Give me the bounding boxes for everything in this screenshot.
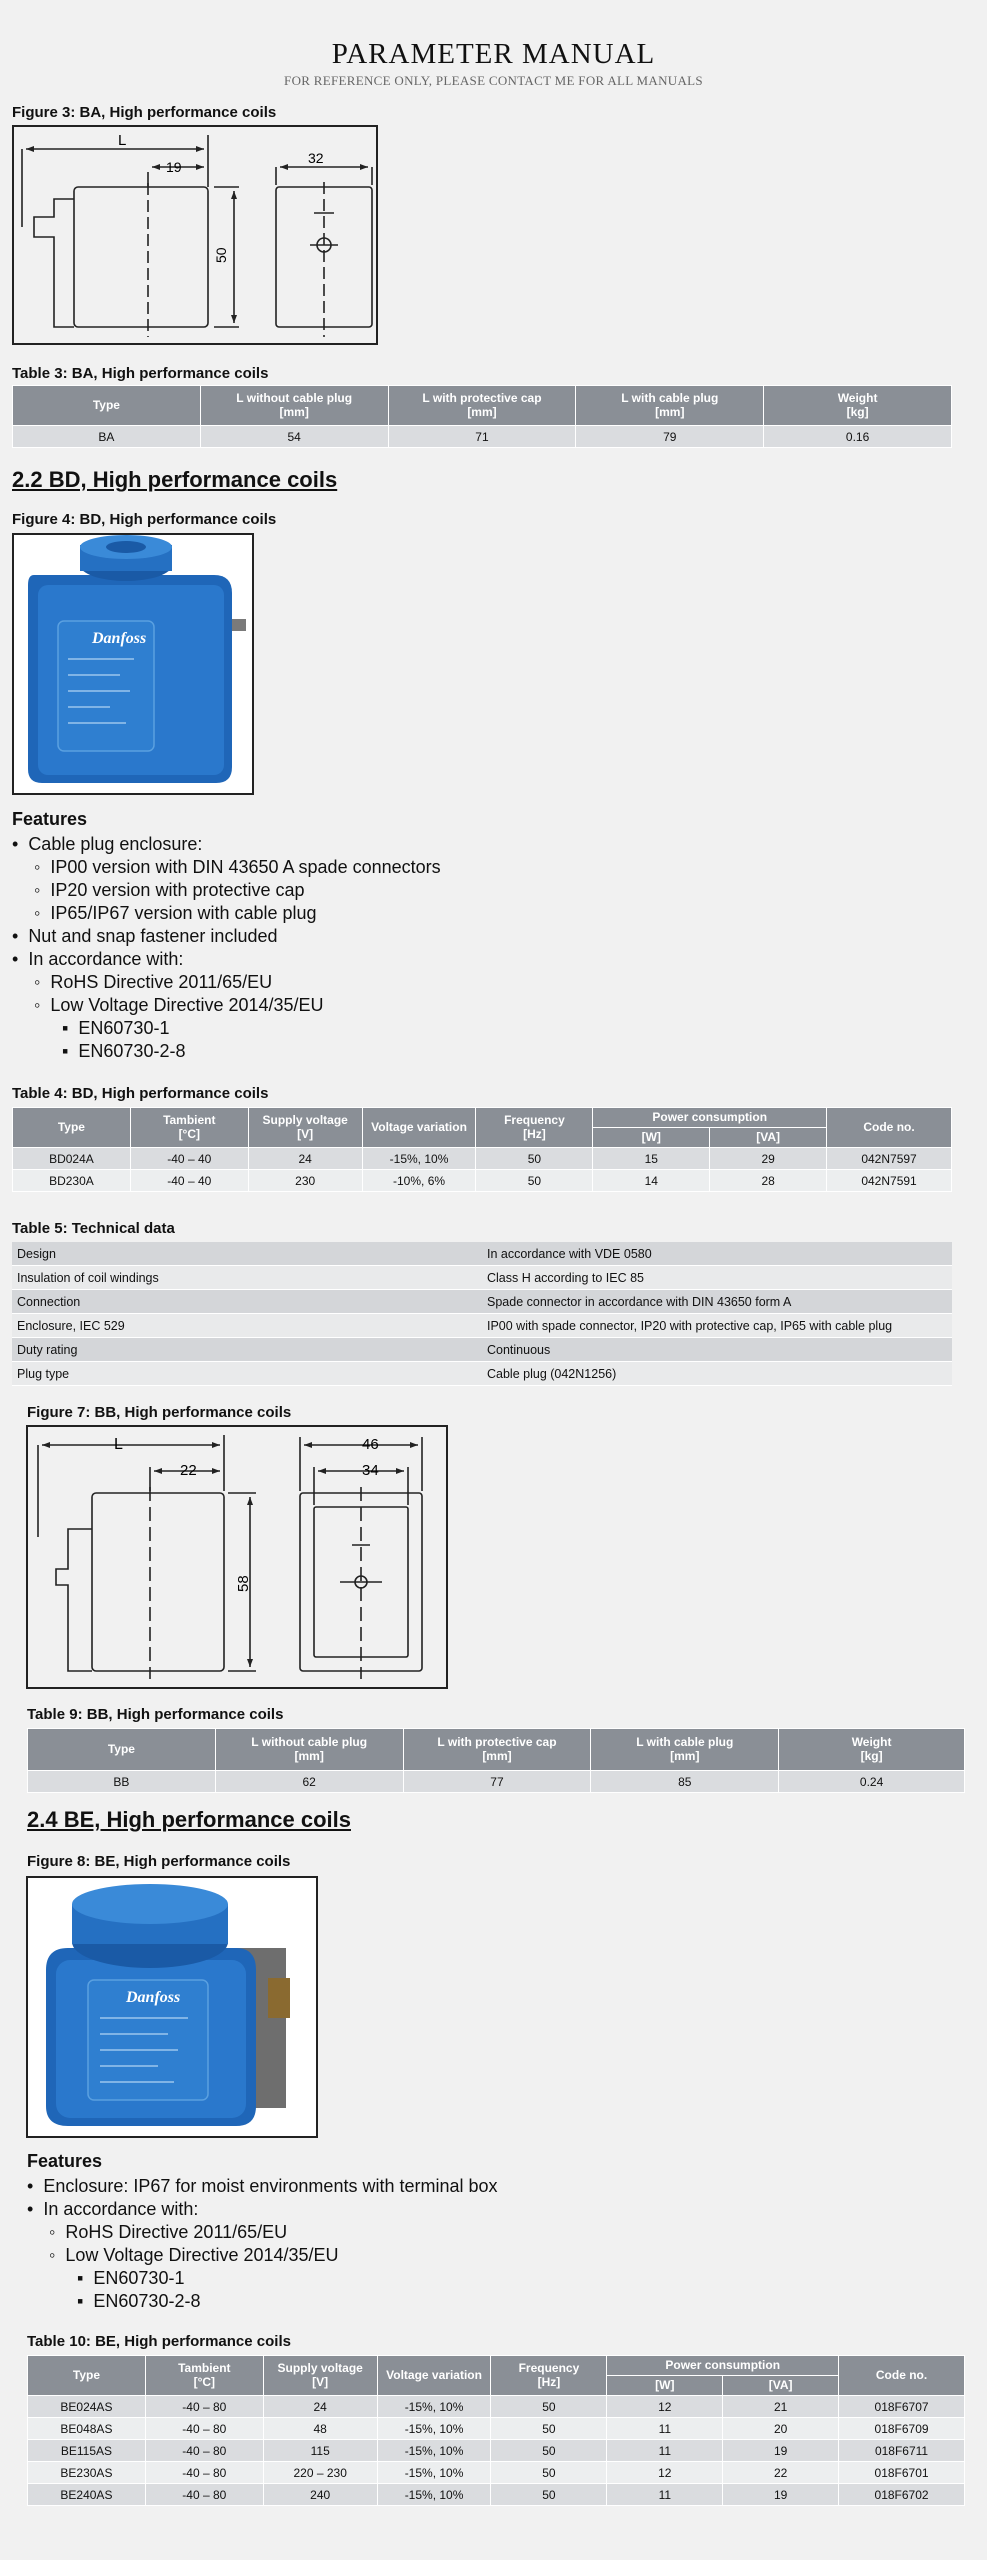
table-cell: 12 (607, 2396, 723, 2418)
list-item: • In accordance with: (12, 949, 184, 969)
list-item: • Nut and snap fastener included (12, 926, 278, 946)
table-cell: 115 (263, 2440, 377, 2462)
table-subheader-cell: [W] (607, 2376, 723, 2396)
table-header-cell: Voltage variation (362, 1108, 476, 1148)
table-cell: 0.24 (779, 1771, 965, 1793)
table-row (28, 2462, 965, 2484)
table-4-caption: Table 4: BD, High performance coils (12, 1085, 269, 1102)
table-header-cell: Type (13, 1108, 131, 1148)
table-header-cell: L with cable plug [mm] (576, 386, 764, 426)
table-cell: 20 (723, 2418, 839, 2440)
table-cell: 240 (263, 2484, 377, 2506)
table-cell: BD230A (13, 1170, 131, 1192)
list-item: ◦ Low Voltage Directive 2014/35/EU (34, 995, 324, 1015)
table-row (12, 1242, 952, 1266)
dim-label-l: L (118, 132, 127, 149)
table-cell: -10%, 6% (362, 1170, 476, 1192)
be-coil-photo (28, 1878, 316, 2136)
table-row (28, 2396, 965, 2418)
table-cell: 018F6701 (839, 2462, 965, 2484)
table-cell: Spade connector in accordance with DIN 43650 form A (482, 1290, 952, 1314)
table-cell: 14 (593, 1170, 710, 1192)
table-row (28, 2440, 965, 2462)
table-3 (12, 385, 952, 448)
table-cell: In accordance with VDE 0580 (482, 1242, 952, 1266)
table-row (13, 426, 952, 448)
table-cell: 042N7597 (827, 1148, 952, 1170)
table-cell: IP00 with spade connector, IP20 with protective cap, IP65 with cable plug (482, 1314, 952, 1338)
list-item: ▪ EN60730-2-8 (77, 2291, 201, 2311)
table-header-cell: L without cable plug [mm] (200, 386, 388, 426)
table-cell: -40 – 80 (145, 2440, 263, 2462)
table-header-cell: Code no. (827, 1108, 952, 1148)
table-cell: 230 (248, 1170, 362, 1192)
table-header-cell: Voltage variation (377, 2356, 491, 2396)
figure-4-caption: Figure 4: BD, High performance coils (12, 511, 277, 528)
table-cell: BE240AS (28, 2484, 146, 2506)
table-row (13, 1170, 952, 1192)
list-item: ◦ IP65/IP67 version with cable plug (34, 903, 317, 923)
figure-7-drawing (26, 1425, 448, 1689)
table-header-cell: Weight [kg] (779, 1729, 965, 1771)
features-heading: Features (12, 809, 88, 829)
figure-3-drawing (12, 125, 378, 345)
table-cell: Duty rating (12, 1338, 482, 1362)
table-row (28, 2484, 965, 2506)
bb-coil-drawing (28, 1427, 446, 1687)
list-item: • In accordance with: (27, 2199, 199, 2219)
table-5-caption: Table 5: Technical data (12, 1220, 175, 1237)
figure-8-caption: Figure 8: BE, High performance coils (27, 1853, 291, 1870)
table-cell: -15%, 10% (377, 2418, 491, 2440)
danfoss-logo: Danfoss (92, 630, 147, 647)
table-cell: -40 – 80 (145, 2396, 263, 2418)
table-header-cell: Frequency [Hz] (476, 1108, 593, 1148)
table-cell: 19 (723, 2440, 839, 2462)
table-cell: 29 (710, 1148, 827, 1170)
table-cell: 50 (476, 1148, 593, 1170)
table-header-cell: Type (28, 2356, 146, 2396)
table-cell: -40 – 40 (130, 1148, 248, 1170)
table-cell: 018F6702 (839, 2484, 965, 2506)
table-header-cell: Supply voltage [V] (248, 1108, 362, 1148)
features-list (27, 2175, 927, 2313)
table-cell: 24 (248, 1148, 362, 1170)
danfoss-logo: Danfoss (126, 1989, 181, 2006)
table-cell: 50 (491, 2396, 607, 2418)
list-item: ◦ RoHS Directive 2011/65/EU (34, 972, 273, 992)
table-row (28, 1771, 965, 1793)
dim-label-19: 19 (166, 159, 182, 175)
table-cell: 50 (491, 2418, 607, 2440)
page-title: PARAMETER MANUAL (331, 38, 656, 70)
table-header-cell: Power consumption (607, 2356, 839, 2376)
table-cell: 11 (607, 2440, 723, 2462)
figure-4-photo (12, 533, 254, 795)
table-cell: 85 (591, 1771, 779, 1793)
table-header-cell: Supply voltage [V] (263, 2356, 377, 2396)
dim-label-58: 58 (235, 1575, 252, 1592)
table-cell: -15%, 10% (377, 2484, 491, 2506)
bd-coil-photo (14, 535, 252, 793)
table-cell: 48 (263, 2418, 377, 2440)
table-cell: 50 (491, 2462, 607, 2484)
table-cell: -40 – 80 (145, 2484, 263, 2506)
table-header-cell: Tambient [°C] (145, 2356, 263, 2396)
section-heading-2-4: 2.4 BE, High performance coils (27, 1807, 351, 1832)
table-row (12, 1362, 952, 1386)
table-header-cell: L with cable plug [mm] (591, 1729, 779, 1771)
table-9 (27, 1728, 965, 1793)
table-cell: -15%, 10% (362, 1148, 476, 1170)
table-cell: Connection (12, 1290, 482, 1314)
table-cell: 21 (723, 2396, 839, 2418)
list-item: ▪ EN60730-1 (62, 1018, 170, 1038)
table-4 (12, 1107, 952, 1192)
table-cell: 0.16 (764, 426, 952, 448)
table-cell: Class H according to IEC 85 (482, 1266, 952, 1290)
dim-label-46: 46 (362, 1436, 379, 1453)
table-cell: -15%, 10% (377, 2462, 491, 2484)
section-heading-2-2: 2.2 BD, High performance coils (12, 467, 338, 492)
table-cell: 220 – 230 (263, 2462, 377, 2484)
page-subtitle: FOR REFERENCE ONLY, PLEASE CONTACT ME FOR ALL MANUALS (284, 73, 703, 88)
table-row (12, 1314, 952, 1338)
table-cell: 71 (388, 426, 576, 448)
table-cell: 11 (607, 2418, 723, 2440)
list-item: ◦ IP00 version with DIN 43650 A spade connectors (34, 857, 441, 877)
dim-label-50: 50 (213, 247, 229, 263)
table-cell: Continuous (482, 1338, 952, 1362)
table-cell: 50 (491, 2484, 607, 2506)
table-header-cell: Tambient [°C] (130, 1108, 248, 1148)
list-item: ▪ EN60730-2-8 (62, 1041, 186, 1061)
table-cell: -40 – 80 (145, 2462, 263, 2484)
table-cell: 24 (263, 2396, 377, 2418)
dim-label-l: L (114, 1436, 123, 1453)
table-cell: Enclosure, IEC 529 (12, 1314, 482, 1338)
table-header-cell: Frequency [Hz] (491, 2356, 607, 2396)
table-cell: -40 – 40 (130, 1170, 248, 1192)
table-9-caption: Table 9: BB, High performance coils (27, 1706, 284, 1723)
table-header-cell: Power consumption (593, 1108, 827, 1128)
table-header-cell: Type (13, 386, 201, 426)
table-cell: 018F6707 (839, 2396, 965, 2418)
table-cell: BE115AS (28, 2440, 146, 2462)
table-3-caption: Table 3: BA, High performance coils (12, 365, 269, 382)
features-list (12, 833, 912, 1063)
table-cell: -15%, 10% (377, 2396, 491, 2418)
list-item: ▪ EN60730-1 (77, 2268, 185, 2288)
table-header-cell: L with protective cap [mm] (388, 386, 576, 426)
table-cell: 50 (491, 2440, 607, 2462)
list-item: ◦ IP20 version with protective cap (34, 880, 305, 900)
table-cell: 018F6709 (839, 2418, 965, 2440)
table-cell: 042N7591 (827, 1170, 952, 1192)
table-cell: BE024AS (28, 2396, 146, 2418)
table-cell: 12 (607, 2462, 723, 2484)
features-heading: Features (27, 2151, 103, 2171)
table-cell: BE048AS (28, 2418, 146, 2440)
table-header-cell: L with protective cap [mm] (403, 1729, 591, 1771)
table-cell: 50 (476, 1170, 593, 1192)
table-cell: Insulation of coil windings (12, 1266, 482, 1290)
table-cell: 79 (576, 426, 764, 448)
table-cell: 018F6711 (839, 2440, 965, 2462)
table-cell: 15 (593, 1148, 710, 1170)
table-cell: 22 (723, 2462, 839, 2484)
table-row (12, 1290, 952, 1314)
table-10-caption: Table 10: BE, High performance coils (27, 2333, 291, 2350)
table-cell: 28 (710, 1170, 827, 1192)
table-row (12, 1266, 952, 1290)
table-cell: BD024A (13, 1148, 131, 1170)
table-subheader-cell: [VA] (710, 1128, 827, 1148)
table-header-cell: Code no. (839, 2356, 965, 2396)
table-cell: -40 – 80 (145, 2418, 263, 2440)
table-cell: BE230AS (28, 2462, 146, 2484)
dim-label-32: 32 (308, 150, 324, 166)
list-item: ◦ RoHS Directive 2011/65/EU (49, 2222, 288, 2242)
table-cell: BA (13, 426, 201, 448)
list-item: • Enclosure: IP67 for moist environments with terminal box (27, 2176, 498, 2196)
figure-7-caption: Figure 7: BB, High performance coils (27, 1404, 292, 1421)
table-5 (12, 1242, 952, 1386)
table-row (12, 1338, 952, 1362)
figure-8-photo (26, 1876, 318, 2138)
table-cell: Design (12, 1242, 482, 1266)
figure-3-caption: Figure 3: BA, High performance coils (12, 104, 277, 121)
table-header-cell: L without cable plug [mm] (215, 1729, 403, 1771)
table-row (13, 1148, 952, 1170)
table-cell: 19 (723, 2484, 839, 2506)
table-cell: BB (28, 1771, 216, 1793)
table-cell: Plug type (12, 1362, 482, 1386)
table-cell: 62 (215, 1771, 403, 1793)
dim-label-22: 22 (180, 1462, 197, 1479)
table-header-cell: Weight [kg] (764, 386, 952, 426)
table-cell: 54 (200, 426, 388, 448)
table-cell: 77 (403, 1771, 591, 1793)
table-cell: 11 (607, 2484, 723, 2506)
table-subheader-cell: [VA] (723, 2376, 839, 2396)
table-subheader-cell: [W] (593, 1128, 710, 1148)
list-item: ◦ Low Voltage Directive 2014/35/EU (49, 2245, 339, 2265)
ba-coil-drawing (14, 127, 376, 343)
table-row (28, 2418, 965, 2440)
table-cell: Cable plug (042N1256) (482, 1362, 952, 1386)
table-cell: -15%, 10% (377, 2440, 491, 2462)
table-header-cell: Type (28, 1729, 216, 1771)
dim-label-34: 34 (362, 1462, 379, 1479)
table-10 (27, 2355, 965, 2506)
list-item: • Cable plug enclosure: (12, 834, 203, 854)
